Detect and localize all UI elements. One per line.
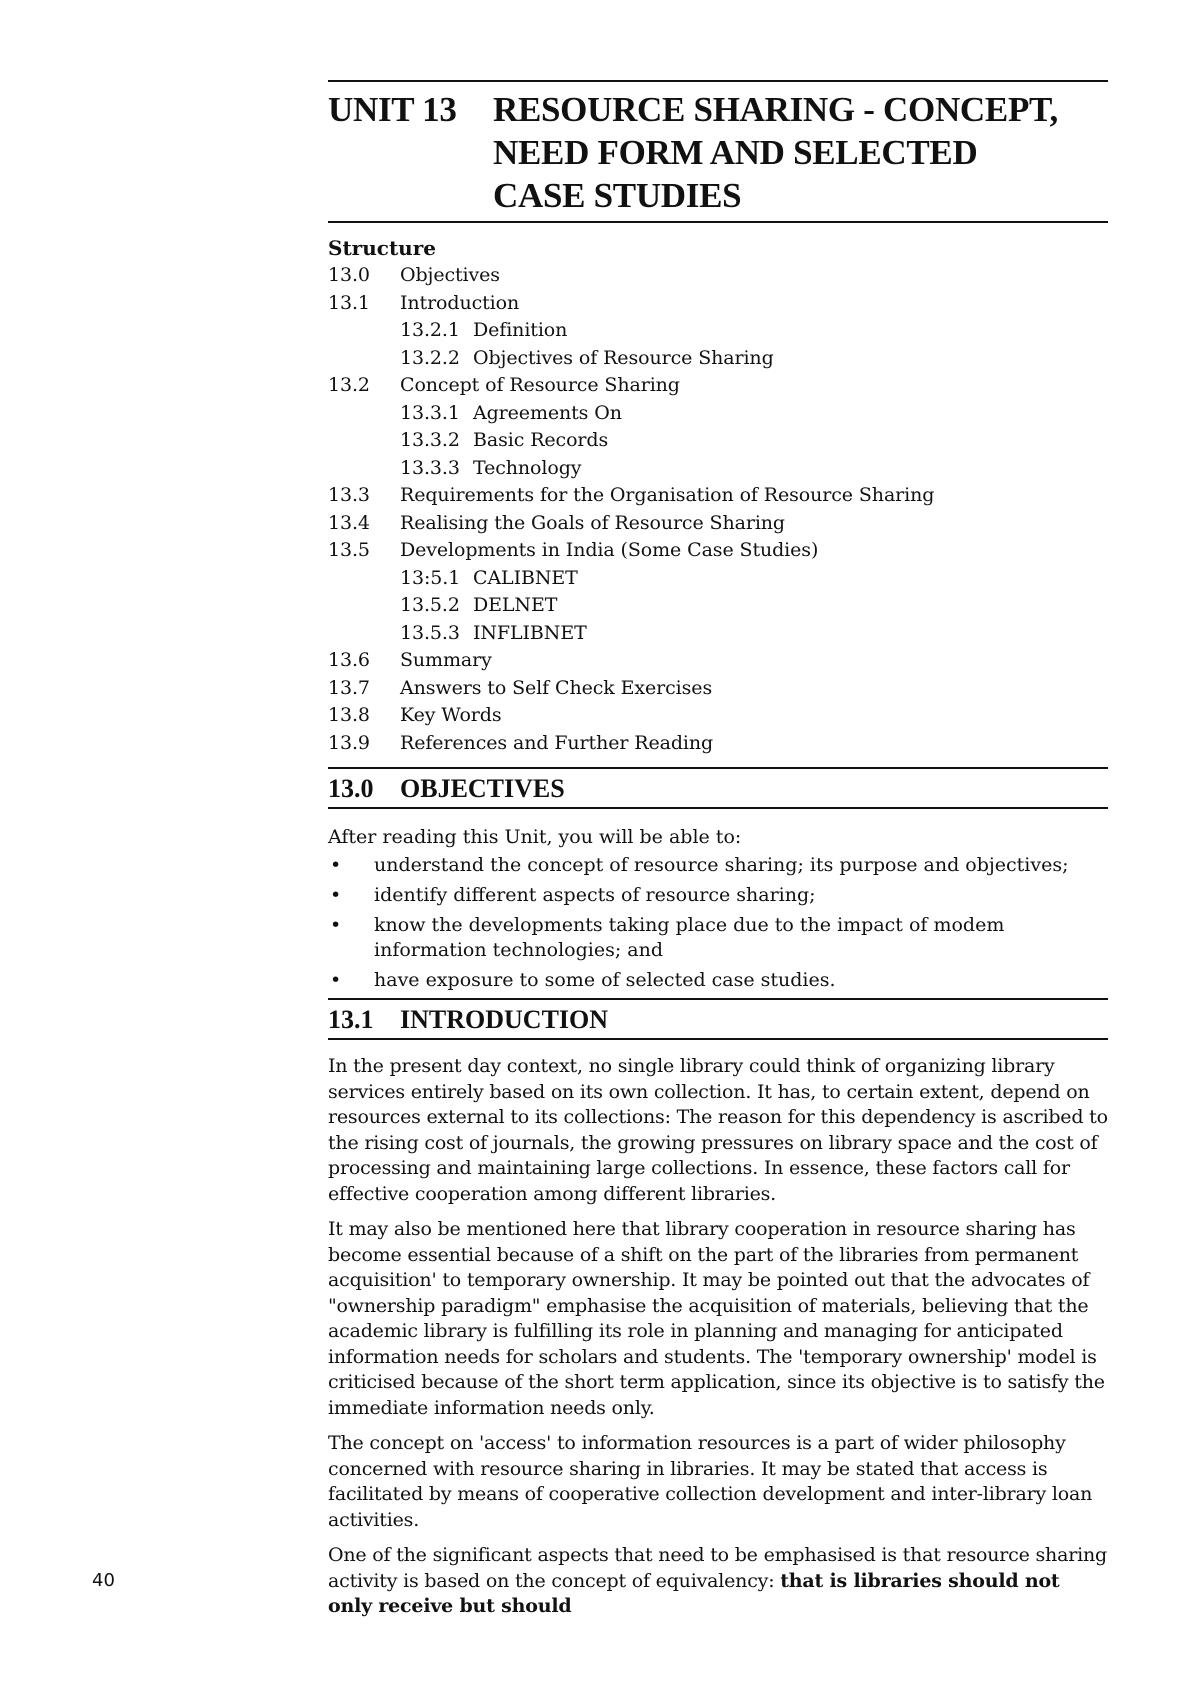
toc-item-label: DELNET bbox=[473, 594, 558, 616]
toc-item-number: 13.2.1 bbox=[400, 319, 460, 341]
toc-item-label: Answers to Self Check Exercises bbox=[400, 676, 713, 699]
bullet-icon: • bbox=[330, 854, 342, 876]
list-item bbox=[328, 883, 1108, 908]
structure-toc bbox=[328, 223, 1108, 757]
bullet-icon: • bbox=[330, 914, 342, 936]
toc-item-label: Key Words bbox=[400, 704, 502, 726]
toc-item bbox=[328, 317, 1108, 345]
toc-item-label: Technology bbox=[473, 456, 582, 479]
section-number: 13.0 bbox=[328, 774, 374, 803]
toc-item-label: Summary bbox=[400, 649, 492, 671]
toc-item-number: 13.6 bbox=[328, 649, 370, 671]
bullet-icon: • bbox=[330, 969, 342, 991]
toc-item-label: Objectives of Resource Sharing bbox=[473, 346, 774, 369]
page-number: 40 bbox=[92, 1570, 115, 1591]
introduction-body bbox=[328, 1054, 1108, 1533]
toc-item bbox=[328, 400, 1108, 428]
structure-heading: Structure bbox=[328, 236, 436, 260]
list-item-text: understand the concept of resource sharing; its purpose and objectives; bbox=[374, 854, 1069, 876]
unit-number: UNIT 13 bbox=[328, 90, 457, 129]
paragraph-last bbox=[328, 1543, 1108, 1620]
toc-item-label: CALIBNET bbox=[473, 566, 578, 589]
list-item bbox=[328, 853, 1108, 878]
toc-item-label: Realising the Goals of Resource Sharing bbox=[400, 511, 785, 534]
toc-item-number: 13.7 bbox=[328, 676, 370, 699]
list-item-text: have exposure to some of selected case studies. bbox=[374, 969, 836, 991]
toc-item-label: Basic Records bbox=[473, 429, 609, 451]
paragraph: The concept on 'access' to information resources is a part of wider philosophy concerned with resource sharing in libraries. It may be stated that access is facilitated by means of cooperative collection development and inter-library loan activities. bbox=[328, 1432, 1093, 1531]
toc-item-number: 13.0 bbox=[328, 264, 370, 286]
paragraph-bold-text: that is libraries should not only receive but should bbox=[328, 1569, 1060, 1617]
unit-title bbox=[328, 82, 1108, 221]
toc-item-label: Developments in India (Some Case Studies) bbox=[400, 539, 819, 561]
section-heading-introduction bbox=[328, 998, 1108, 1040]
toc-item-number: 13.9 bbox=[328, 731, 370, 754]
bullet-icon: • bbox=[330, 884, 342, 906]
section-title: OBJECTIVES bbox=[400, 774, 565, 803]
toc-item bbox=[328, 482, 1108, 510]
section-title: INTRODUCTION bbox=[400, 1005, 609, 1034]
section-heading-objectives bbox=[328, 767, 1108, 809]
toc-item-label: Definition bbox=[473, 319, 568, 341]
toc-item-number: 13.3.3 bbox=[400, 456, 460, 479]
section-number: 13.1 bbox=[328, 1005, 374, 1034]
toc-item-label: INFLIBNET bbox=[473, 621, 587, 644]
toc-item bbox=[328, 565, 1108, 593]
toc-item bbox=[328, 510, 1108, 538]
toc-item-number: 13.3.1 bbox=[400, 401, 460, 424]
objectives-intro: After reading this Unit, you will be able to: bbox=[328, 826, 742, 848]
list-item bbox=[328, 913, 1108, 963]
toc-item bbox=[328, 455, 1108, 483]
toc-item bbox=[328, 345, 1108, 373]
toc-item-number: 13.2 bbox=[328, 374, 370, 396]
unit-title-text bbox=[493, 88, 1108, 217]
toc-item-number: 13.5.3 bbox=[400, 621, 460, 644]
toc-item bbox=[328, 647, 1108, 675]
toc-item bbox=[328, 675, 1108, 703]
paragraph: It may also be mentioned here that library cooperation in resource sharing has become essential because of a shift on the part of the libraries from permanent acquisition' to temporary ownership. It may be pointed out that the advocates of "ownership paradigm" emphasise the acquisition of materials, believing that the academic library is fulfilling its role in planning and managing for anticipated information needs for scholars and students. The 'temporary ownership' model is criticised because of the short term application, since its objective is to satisfy the immediate information needs only. bbox=[328, 1218, 1105, 1419]
unit-title-line: NEED FORM AND SELECTED bbox=[493, 133, 978, 172]
unit-title-line: CASE STUDIES bbox=[493, 176, 742, 215]
toc-item-number: 13.5.2 bbox=[400, 594, 460, 616]
toc-item-label: Agreements On bbox=[473, 401, 622, 424]
toc-item bbox=[328, 592, 1108, 620]
document-page bbox=[328, 80, 1108, 1620]
toc-item-label: Concept of Resource Sharing bbox=[400, 374, 680, 396]
paragraph-text: One of the significant aspects that need to be emphasised is that resource sharing activity is based on the concept of equivalency: bbox=[328, 1544, 1107, 1592]
toc-item-label: References and Further Reading bbox=[400, 731, 714, 754]
toc-item-number: 13.5 bbox=[328, 539, 370, 561]
toc-item-number: 13.3 bbox=[328, 484, 370, 506]
toc-item-label: Requirements for the Organisation of Resource Sharing bbox=[400, 484, 935, 506]
toc-item bbox=[328, 702, 1108, 730]
toc-item bbox=[328, 620, 1108, 648]
toc-item bbox=[328, 537, 1108, 565]
toc-item bbox=[328, 427, 1108, 455]
toc-item bbox=[328, 262, 1108, 290]
toc-item-number: 13.2.2 bbox=[400, 346, 460, 369]
toc-item bbox=[328, 372, 1108, 400]
toc-item-label: Introduction bbox=[400, 291, 520, 314]
toc-item-number: 13.3.2 bbox=[400, 429, 460, 451]
toc-item bbox=[328, 730, 1108, 758]
toc-list bbox=[328, 262, 1108, 757]
toc-item-number: 13:5.1 bbox=[400, 566, 461, 589]
toc-item-label: Objectives bbox=[400, 264, 500, 286]
list-item bbox=[328, 968, 1108, 993]
objectives-list bbox=[328, 853, 1108, 993]
toc-item bbox=[328, 290, 1108, 318]
list-item-text: know the developments taking place due to the impact of modem information technologies; and bbox=[374, 914, 1005, 961]
toc-item-number: 13.8 bbox=[328, 704, 370, 726]
toc-item-number: 13.1 bbox=[328, 291, 370, 314]
paragraph: In the present day context, no single library could think of organizing library services entirely based on its own collection. It has, to certain extent, depend on resources external to its collections: The reason for this dependency is ascribed to the rising cost of journals, the growing pressures on library space and the cost of processing and maintaining large collections. In essence, these factors call for effective cooperation among different libraries. bbox=[328, 1055, 1108, 1205]
list-item-text: identify different aspects of resource sharing; bbox=[374, 884, 816, 906]
unit-title-line: RESOURCE SHARING - CONCEPT, bbox=[493, 90, 1058, 129]
toc-item-number: 13.4 bbox=[328, 511, 370, 534]
